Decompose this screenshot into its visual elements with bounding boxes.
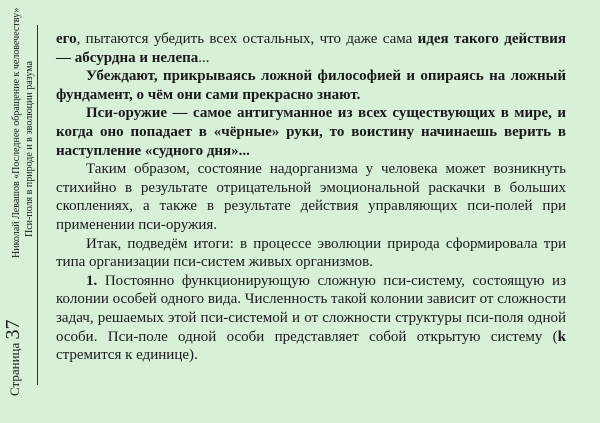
paragraph-4: Таким образом, состояние надорганизма у человека может возникнуть стихийно в результате отрицательной эмоциональной раскачки в больших скоплениях, а также в результате действия управляющих пси-полей при применении пси-оружия. [56, 161, 566, 233]
page-number-label [2, 286, 24, 396]
page-body [56, 30, 566, 365]
book-title-line1: Николай Левашов «Последнее обращение к человечеству» [11, 7, 22, 258]
page-sidebar [0, 0, 44, 423]
book-title-line2: Пси-поля в природе и в эволюции разума [24, 61, 35, 237]
p6-text: Постоянно функционирующую сложную пси-систему, состоящую из колонии особей одного вида. Численность такой колонии зависит от сложности задач, решаемых этой пси-системой и от сложности структуры пси-поля одной особи. Пси-поле одной особи представляет собой открытую систему ( [56, 272, 566, 345]
p1-bold-start: его [56, 31, 77, 47]
paragraph-3: Пси-оружие — самое антигуманное из всех существующих в мире, и когда оно попадает в «чёрные» руки, то воистину начинаешь верить в наступление «судного дня»... [56, 105, 566, 159]
page-number: 37 [2, 319, 24, 340]
paragraph-6 [56, 272, 566, 365]
k-symbol: k [557, 328, 566, 345]
p1-bold-phrase: идея такого действия — абсурдна и нелепа [56, 31, 567, 66]
p1-ellipsis: ... [198, 49, 210, 66]
paragraph-5: Итак, подведём итоги: в процессе эволюции природа сформировала три типа организации пси-систем живых организмов. [56, 235, 566, 271]
page-prefix: Страница [7, 339, 22, 396]
sidebar-divider [37, 25, 38, 385]
paragraph-2: Убеждают, прикрываясь ложной философией и опираясь на ложный фундамент, о чём они сами прекрасно знают. [56, 68, 566, 103]
list-number: 1. [86, 272, 98, 289]
p6-text-end: стремится к единице). [56, 347, 198, 364]
p1-text: , пытаются убедить всех остальных, что даже сама [76, 31, 418, 47]
paragraph-1 [56, 30, 566, 67]
